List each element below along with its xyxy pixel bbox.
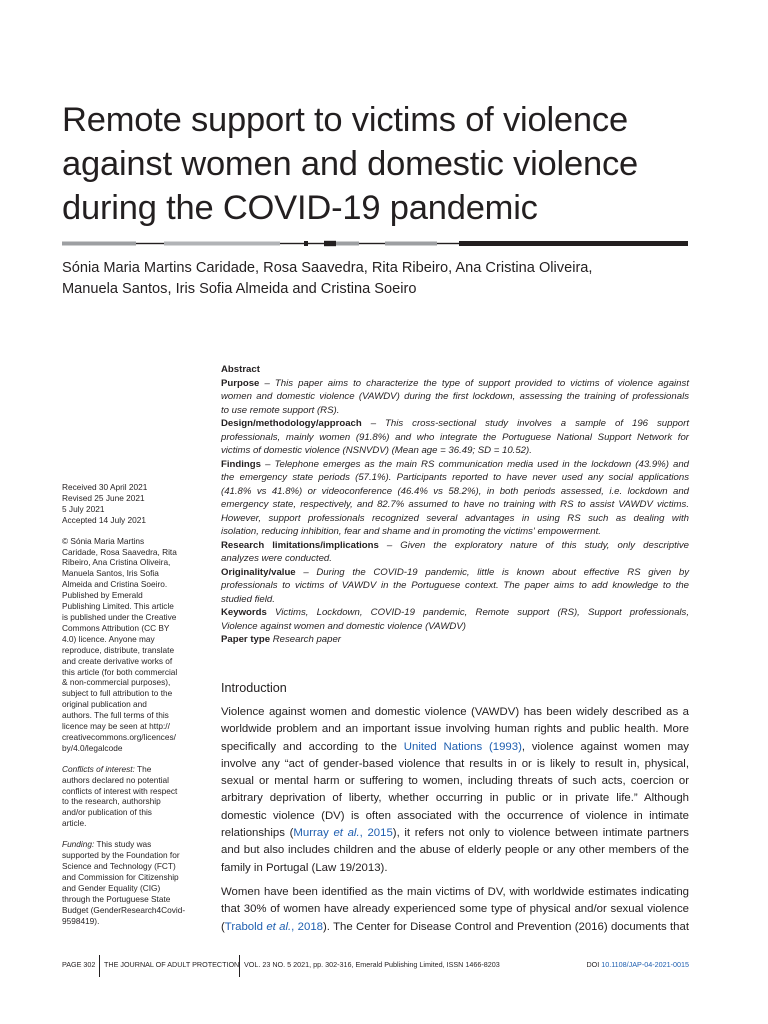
page-footer	[62, 955, 689, 979]
body-line: Violence against women and domestic violence (VAWDV) has been widely described as a	[221, 706, 689, 718]
citation-link[interactable]: United Nations (1993)	[403, 740, 522, 753]
conflicts-label: Conflicts of interest:	[62, 763, 135, 774]
abstract-line: professionals to victims of VAWDV in the Portuguese context. The paper aims to add knowledge to the	[221, 580, 689, 591]
findings-label: Findings	[221, 458, 261, 470]
abstract-heading: Abstract	[221, 364, 260, 375]
license-line: creativecommons.org/licences/	[62, 731, 176, 742]
license-line: Almeida and Cristina Soeiro.	[62, 579, 168, 590]
page-number: PAGE 302	[62, 960, 96, 969]
body-line	[221, 739, 689, 756]
doi-link[interactable]: 10.1108/JAP-04-2021-0015	[601, 960, 689, 969]
funding-label: Funding:	[62, 839, 95, 850]
body-line: domestic violence (DV) is often associated with the occurrence of violence in intimate	[221, 809, 689, 822]
license-line: original publication and	[62, 699, 147, 710]
sidebar-notes	[62, 482, 194, 936]
abstract-keywords	[221, 606, 689, 633]
purpose-text: – This paper aims to characterize the type of support provided to victims of violence against	[259, 377, 689, 389]
received-dates	[62, 482, 194, 526]
abstract-line	[221, 566, 689, 580]
title-line: against women and domestic violence	[62, 145, 638, 183]
body-line: worldwide problem and an important issue involving human rights and public health. More	[221, 723, 689, 736]
papertype-label: Paper type	[221, 634, 271, 645]
body-text-span: ), it refers not only to violence between intimate partners	[392, 827, 689, 840]
date-line: Revised 25 June 2021	[62, 492, 145, 503]
abstract-line: (41.8% vs 41.8%) or videoconference (46.4% vs 58.2%), in both periods assessed, i.e. lockdown and	[221, 485, 689, 497]
license-line: is published under the Creative	[62, 611, 177, 622]
journal-name: THE JOURNAL OF ADULT PROTECTION	[104, 960, 240, 969]
abstract	[221, 363, 689, 647]
funding-line: and Gender Equality (CIG)	[62, 882, 161, 893]
body-line: sexual or mental harm or suffering to women, including threats of such acts, coercion or	[221, 775, 689, 788]
abstract-line: victims of domestic violence (NSNVDV) (Mean age = 36.49; SD = 10.52).	[221, 445, 532, 456]
license-line: authors. The full terms of this	[62, 710, 169, 721]
design-text: – This cross-sectional study involves a sample of 196 support	[361, 418, 689, 429]
license-line: & non-commercial purposes),	[62, 677, 171, 688]
body-text-span: , violence against women may	[521, 740, 689, 753]
purpose-label: Purpose	[221, 377, 260, 389]
license-line: reproduce, distribute, translate	[62, 644, 175, 655]
body-text-span: ). The Center for Disease Control and Prevention (2016) documents that	[323, 920, 689, 933]
license-line: Commons Attribution (CC BY	[62, 622, 170, 633]
abstract-line: However, support professionals recognized several advantages in using RS such as dealing with	[221, 512, 689, 524]
abstract-line: to use remote support (RS).	[221, 404, 340, 416]
author-list	[62, 258, 682, 300]
license-line: Ribeiro, Ana Cristina Oliveira,	[62, 557, 171, 568]
body-line	[221, 919, 689, 936]
footer-divider	[239, 955, 240, 977]
body-text-span: specifically and according to the	[221, 740, 404, 753]
citation-etal: et al.	[333, 827, 360, 840]
conflicts-line	[62, 764, 194, 775]
abstract-papertype	[221, 633, 689, 647]
author-line: Sónia Maria Martins Caridade, Rosa Saavedra, Rita Ribeiro, Ana Cristina Oliveira,	[62, 260, 593, 276]
originality-label: Originality/value	[221, 566, 296, 578]
date-line: Received 30 April 2021	[62, 482, 148, 492]
conflicts-line: authors declared no potential	[62, 774, 170, 785]
funding-line	[62, 839, 194, 850]
abstract-line: studied field.	[221, 593, 275, 605]
license-line: by/4.0/legalcode	[62, 742, 123, 753]
body-line: involve any “act of gender-based violence that results in or is likely to result in, physical,	[221, 757, 689, 770]
doi	[586, 960, 689, 969]
date-line: 5 July 2021	[62, 503, 105, 514]
paragraph	[221, 884, 689, 936]
funding-notice	[62, 839, 194, 926]
abstract-line: Violence against women and domestic violence (VAWDV)	[221, 620, 466, 632]
body-text-span: (	[221, 920, 225, 933]
abstract-originality	[221, 566, 689, 607]
body-line: family in Portugal (Law 19/2013).	[221, 861, 388, 874]
conflicts-line: and/or publication of this	[62, 807, 152, 818]
date-line: Accepted 14 July 2021	[62, 514, 146, 525]
body-line: arbitrary deprivation of liberty, whether occurring in public or in private life.” Although	[221, 792, 689, 805]
abstract-findings	[221, 458, 689, 539]
license-line: licence may be seen at http://	[62, 721, 170, 732]
keywords-label: Keywords	[221, 607, 267, 618]
funding-line: through the Portuguese State	[62, 893, 171, 904]
abstract-line	[221, 417, 689, 431]
license-line: Published by Emerald	[62, 590, 143, 601]
conflicts-line: conflicts of interest with respect	[62, 785, 178, 796]
abstract-line: analyzes were conducted.	[221, 553, 332, 564]
design-label: Design/methodology/approach	[221, 418, 362, 429]
citation-author: Trabold	[224, 920, 267, 933]
body-text-span: relationships (	[221, 827, 294, 840]
funding-line: Science and Technology (FCT)	[62, 861, 176, 871]
keywords-text: Victims, Lockdown, COVID-19 pandemic, Remote support (RS), Support professionals,	[266, 607, 689, 618]
abstract-line	[221, 458, 689, 472]
conflicts-text: The	[134, 763, 152, 774]
doi-label: DOI	[586, 960, 602, 969]
abstract-line: isolation, reducing inhibition, fear and shame and in promoting the victims' empowerment.	[221, 526, 601, 537]
abstract-line	[221, 539, 689, 553]
abstract-line: emergency state, respectively, and 82.7% assumed to have no training with RS to assist VAWDV victims.	[221, 499, 689, 510]
introduction-heading: Introduction	[221, 681, 287, 695]
license-line: this article (for both commercial	[62, 666, 178, 677]
volume-info: VOL. 23 NO. 5 2021, pp. 302-316, Emerald Publishing Limited, ISSN 1466-8203	[244, 960, 500, 969]
title-divider	[62, 238, 688, 248]
introduction-body	[221, 704, 689, 943]
footer-divider	[99, 955, 100, 977]
funding-text: This study was	[94, 839, 152, 850]
funding-line: and Commission for Citizenship	[62, 871, 179, 882]
limitations-label: Research limitations/implications	[221, 539, 379, 551]
license-line: Caridade, Rosa Saavedra, Rita	[62, 546, 177, 557]
citation-year: , 2018	[291, 920, 323, 933]
abstract-line	[221, 606, 689, 620]
conflicts-notice	[62, 764, 194, 829]
license-notice	[62, 536, 194, 754]
citation-year: , 2015	[359, 827, 393, 840]
body-line: and but also includes children and the abuse of elderly people or any other members of the	[221, 844, 689, 857]
originality-text: – During the COVID-19 pandemic, little is known about effective RS given by	[295, 566, 689, 578]
abstract-line: the emergency state periods (57.1%). Participants reported to have never used any social applications	[221, 472, 689, 483]
license-line: Publishing Limited. This article	[62, 601, 174, 612]
title-line: during the COVID-19 pandemic	[62, 189, 538, 227]
citation-link[interactable]	[225, 921, 323, 933]
conflicts-line: article.	[62, 818, 87, 829]
license-line: Manuela Santos, Iris Sofia	[62, 568, 159, 579]
funding-line: 9598419).	[62, 915, 100, 926]
abstract-line: professionals, mainly women (91.8%) and who integrate the Portuguese National Support Network for	[221, 431, 689, 443]
abstract-line	[221, 633, 689, 647]
citation-link[interactable]	[293, 827, 392, 839]
findings-text: – Telephone emerges as the main RS communication media used in the lockdown (43.9%) and	[260, 458, 689, 470]
conflicts-line: to the research, authorship	[62, 796, 161, 807]
abstract-line	[221, 377, 689, 391]
body-line	[221, 825, 689, 842]
citation-author: Murray	[293, 827, 334, 840]
license-line: and create derivative works of	[62, 655, 173, 666]
papertype-value: Research paper	[270, 634, 341, 645]
abstract-limitations	[221, 539, 689, 566]
article-title	[62, 98, 702, 230]
abstract-line: women and domestic violence (VAWDV) during the first lockdown, assessing the training of professionals	[221, 391, 689, 402]
limitations-text: – Given the exploratory nature of this study, only descriptive	[378, 539, 690, 551]
funding-line: Budget (GenderResearch4Covid-	[62, 904, 186, 915]
license-line: subject to full attribution to the	[62, 688, 173, 699]
title-line: Remote support to victims of violence	[62, 101, 628, 139]
paragraph	[221, 704, 689, 877]
body-line: that 30% of women have already experienced some type of physical and/or sexual violence	[221, 903, 689, 916]
license-line: 4.0) licence. Anyone may	[62, 633, 155, 644]
license-line: © Sónia Maria Martins	[62, 535, 145, 546]
body-line: Women have been identified as the main victims of DV, with worldwide estimates indicating	[221, 885, 689, 898]
funding-line: supported by the Foundation for	[62, 850, 180, 861]
citation-etal: et al.	[266, 920, 292, 933]
abstract-design	[221, 417, 689, 458]
abstract-purpose	[221, 377, 689, 418]
author-line: Manuela Santos, Iris Sofia Almeida and Cristina Soeiro	[62, 281, 417, 297]
